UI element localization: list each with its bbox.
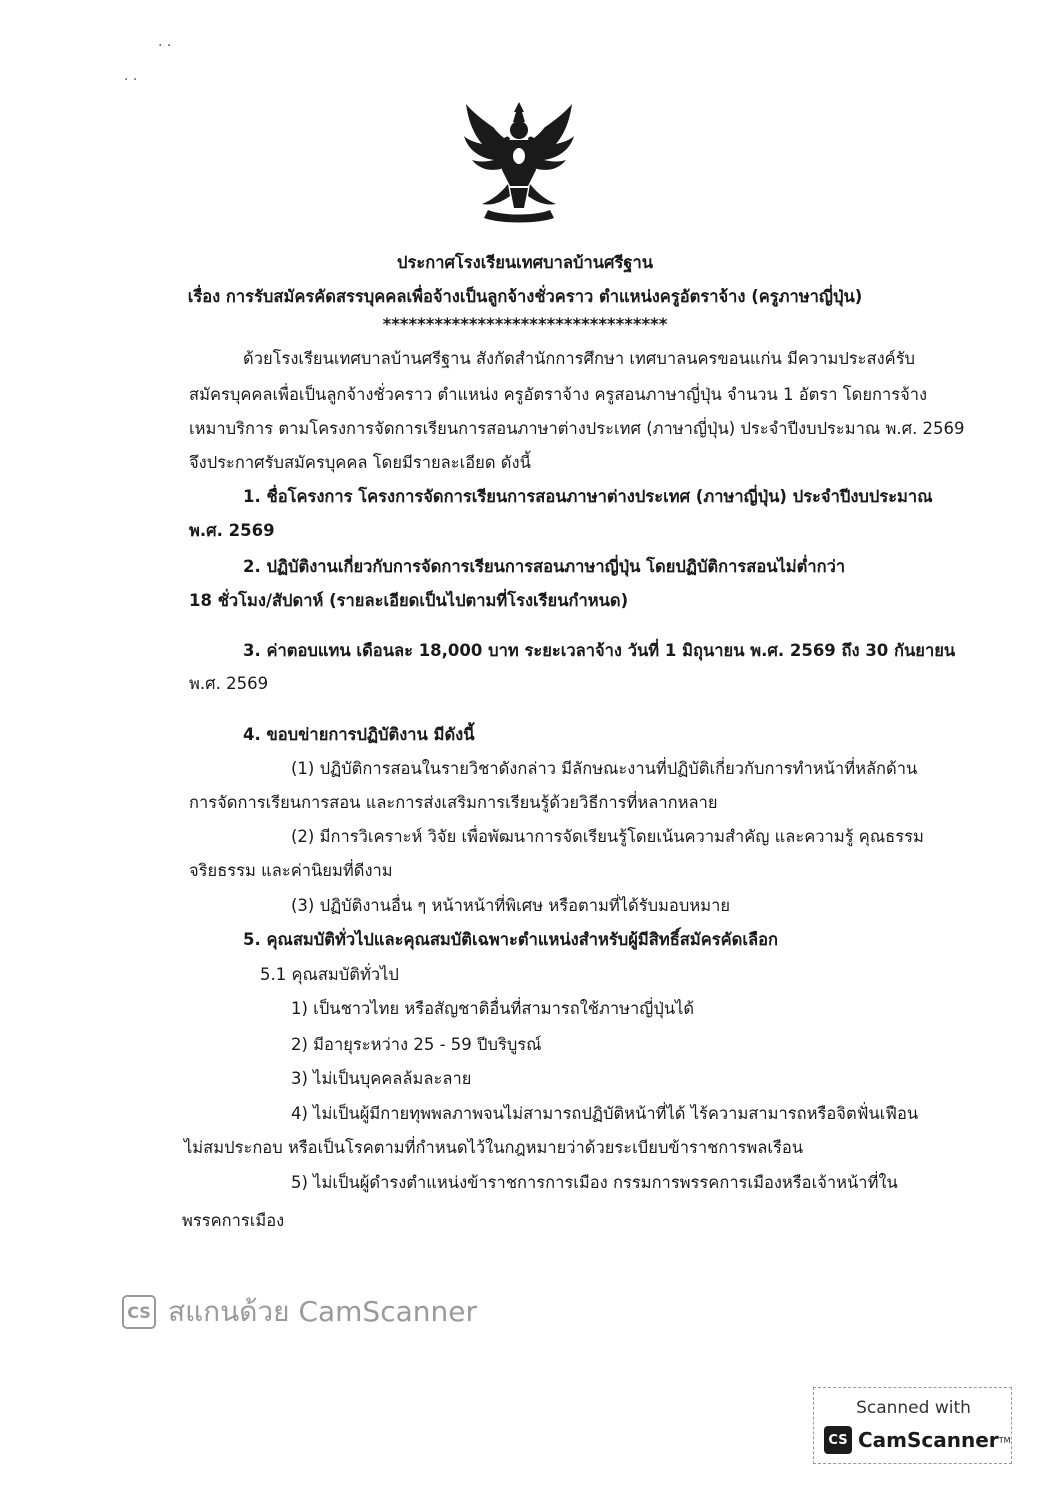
scan-speck: · · <box>124 72 138 88</box>
document-subject: เรื่อง การรับสมัครคัดสรรบุคคลเพื่อจ้างเป็นลูกจ้างชั่วคราว ตำแหน่งครูอัตราจ้าง (ครูภาษาญี่ปุ่น) <box>187 287 863 306</box>
item-3-line: 3. ค่าตอบแทน เดือนละ 18,000 บาท ระยะเวลาจ้าง วันที่ 1 มิถุนายน พ.ศ. 2569 ถึง 30 กันยายน <box>243 641 956 660</box>
item-4-line: (3) ปฏิบัติงานอื่น ๆ หน้าหน้าที่พิเศษ หรือตามที่ได้รับมอบหมาย <box>291 896 731 915</box>
item-5-line: 5) ไม่เป็นผู้ดำรงตำแหน่งข้าราชการการเมือง กรรมการพรรคการเมืองหรือเจ้าหน้าที่ใน <box>291 1173 898 1192</box>
item-5-line: ไม่สมประกอบ หรือเป็นโรคตามที่กำหนดไว้ในกฎหมายว่าด้วยระเบียบข้าราชการพลเรือน <box>184 1138 804 1157</box>
trademark-mark: TM <box>998 1435 1011 1445</box>
scanned-with-badge <box>813 1387 1012 1464</box>
item-5-line: 3) ไม่เป็นบุคคลล้มละลาย <box>291 1069 472 1088</box>
item-4-line: (2) มีการวิเคราะห์ วิจัย เพื่อพัฒนาการจัดเรียนรู้โดยเน้นความสำคัญ และความรู้ คุณธรรม <box>291 827 924 846</box>
camscanner-watermark <box>122 1290 477 1334</box>
item-4-heading: 4. ขอบข่ายการปฏิบัติงาน มีดังนี้ <box>243 725 475 744</box>
header-separator: ********************************* <box>382 315 668 334</box>
garuda-emblem <box>458 98 580 228</box>
camscanner-logo-icon: CS <box>122 1295 156 1329</box>
item-5-line: 1) เป็นชาวไทย หรือสัญชาติอื่นที่สามารถใช้ภาษาญี่ปุ่นได้ <box>291 999 695 1018</box>
item-5-line: 2) มีอายุระหว่าง 25 - 59 ปีบริบูรณ์ <box>291 1035 542 1054</box>
intro-line: ด้วยโรงเรียนเทศบาลบ้านศรีฐาน สังกัดสำนักการศึกษา เทศบาลนครขอนแก่น มีความประสงค์รับ <box>243 349 916 368</box>
watermark-text: สแกนด้วย CamScanner <box>168 1295 477 1328</box>
item-2-line: 18 ชั่วโมง/สัปดาห์ (รายละเอียดเป็นไปตามที่โรงเรียนกำหนด) <box>189 591 629 610</box>
item-2-line: 2. ปฏิบัติงานเกี่ยวกับการจัดการเรียนการสอนภาษาญี่ปุ่น โดยปฏิบัติการสอนไม่ต่ำกว่า <box>243 557 846 576</box>
camscanner-badge-icon: CS <box>824 1426 852 1454</box>
item-4-line: (1) ปฏิบัติการสอนในรายวิชาดังกล่าว มีลักษณะงานที่ปฏิบัติเกี่ยวกับการทำหน้าที่หลักด้าน <box>291 759 918 778</box>
intro-line: สมัครบุคคลเพื่อเป็นลูกจ้างชั่วคราว ตำแหน่ง ครูอัตราจ้าง ครูสอนภาษาญี่ปุ่น จำนวน 1 อัตรา โดยการจ้าง <box>189 385 928 404</box>
intro-line: เหมาบริการ ตามโครงการจัดการเรียนการสอนภาษาต่างประเทศ (ภาษาญี่ปุ่น) ประจำปีงบประมาณ พ.ศ. 2569 <box>189 419 965 438</box>
item-4-line: การจัดการเรียนการสอน และการส่งเสริมการเรียนรู้ด้วยวิธีการที่หลากหลาย <box>189 793 718 812</box>
item-4-line: จริยธรรม และค่านิยมที่ดีงาม <box>189 861 393 880</box>
item-3-line: พ.ศ. 2569 <box>189 674 269 693</box>
intro-line: จึงประกาศรับสมัครบุคคล โดยมีรายละเอียด ดังนี้ <box>189 453 531 472</box>
item-5-line: พรรคการเมือง <box>182 1211 285 1230</box>
item-1-line: 1. ชื่อโครงการ โครงการจัดการเรียนการสอนภาษาต่างประเทศ (ภาษาญี่ปุ่น) ประจำปีงบประมาณ <box>243 487 933 506</box>
document-title: ประกาศโรงเรียนเทศบาลบ้านศรีฐาน <box>397 253 653 272</box>
item-5-subheading: 5.1 คุณสมบัติทั่วไป <box>260 965 399 984</box>
item-5-line: 4) ไม่เป็นผู้มีกายทุพพลภาพจนไม่สามารถปฏิบัติหน้าที่ได้ ไร้ความสามารถหรือจิตฟั่นเฟือน <box>291 1104 919 1123</box>
badge-brand: CamScanner <box>858 1428 999 1452</box>
scan-speck: · · <box>158 38 172 54</box>
item-1-line: พ.ศ. 2569 <box>189 521 275 540</box>
item-5-heading: 5. คุณสมบัติทั่วไปและคุณสมบัติเฉพาะตำแหน่งสำหรับผู้มีสิทธิ์สมัครคัดเลือก <box>243 930 779 949</box>
badge-caption: Scanned with <box>856 1398 971 1418</box>
